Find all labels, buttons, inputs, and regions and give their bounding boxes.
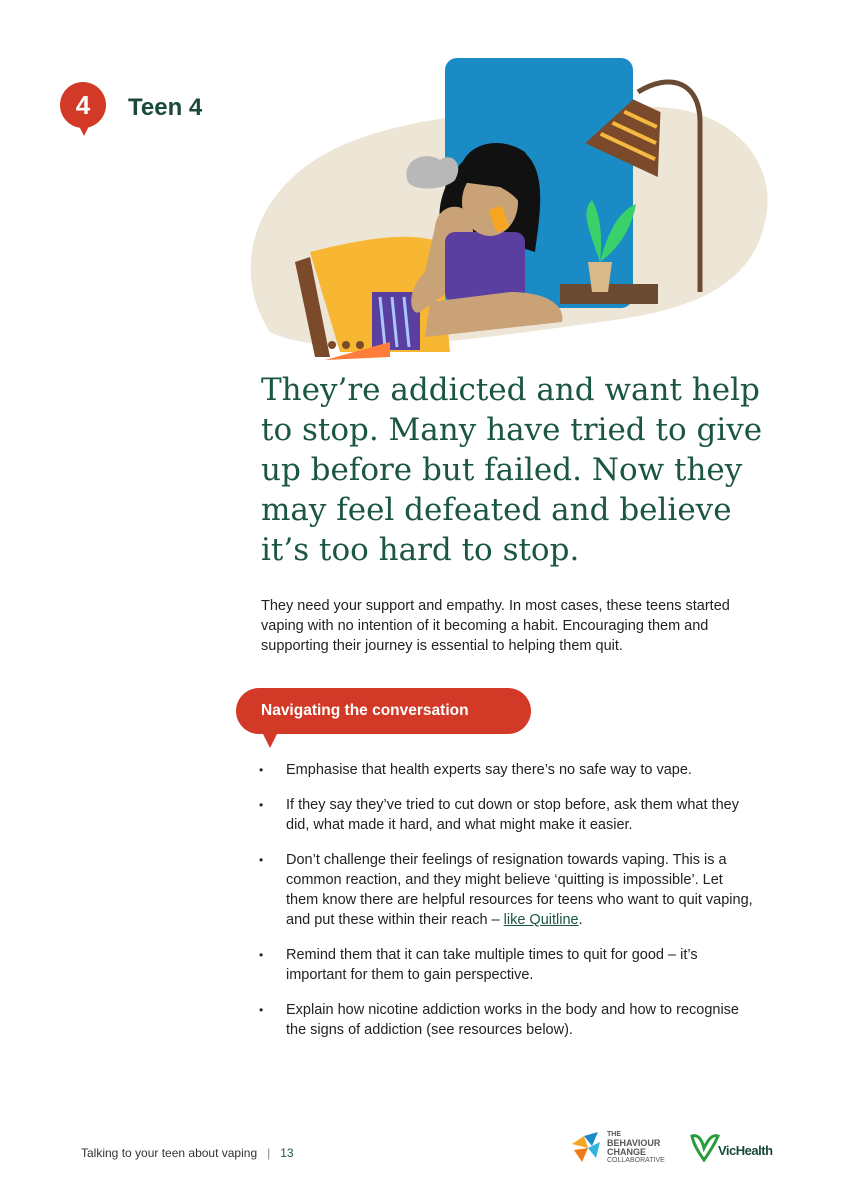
list-item-text: Don’t challenge their feelings of resignation towards vaping. This is a common reaction, and they might believe ‘quitting is impossible’. Let them know there are helpful resources for teens who want to quit vaping, and put these within their reach – <box>286 852 753 928</box>
list-item-suffix: . <box>578 912 583 928</box>
list-item: • If they say they’ve tried to cut down or stop before, ask them what they did, what made it hard, and what might make it easier. <box>259 795 759 835</box>
list-item: • Remind them that it can take multiple times to quit for good – it’s important for them to gain perspective. <box>259 945 759 985</box>
list-item <box>259 850 759 930</box>
navigating-conversation-callout: Navigating the conversation <box>236 688 531 734</box>
headline: They’re addicted and want help to stop. Many have tried to give up before but failed. Now they may feel defeated and believe it’s too hard to stop. <box>261 372 763 568</box>
list-item: • Emphasise that health experts say there’s no safe way to vape. <box>259 760 759 780</box>
footer-title: Talking to your teen about vaping <box>81 1146 258 1160</box>
page-number: 13 <box>280 1146 294 1160</box>
teen-vaping-illustration <box>240 52 780 364</box>
footer <box>81 1146 294 1160</box>
list-item: • Explain how nicotine addiction works in the body and how to recognise the signs of addiction (see resources below). <box>259 1000 759 1040</box>
intro-paragraph: They need your support and empathy. In most cases, these teens started vaping with no intention of it becoming a habit. Encouraging them and supporting their journey is essential to helping them quit. <box>261 598 730 654</box>
section-number-badge: 4 <box>60 82 106 128</box>
bcc-logo-text: THE BEHAVIOUR CHANGE COLLABORATIVE <box>607 1131 665 1164</box>
section-title: Teen 4 <box>128 94 203 121</box>
footer-separator: | <box>267 1146 271 1160</box>
quitline-link[interactable]: like Quitline <box>503 912 579 928</box>
tips-list <box>259 760 759 1055</box>
vichealth-logo-text: VicHealth <box>718 1143 773 1158</box>
